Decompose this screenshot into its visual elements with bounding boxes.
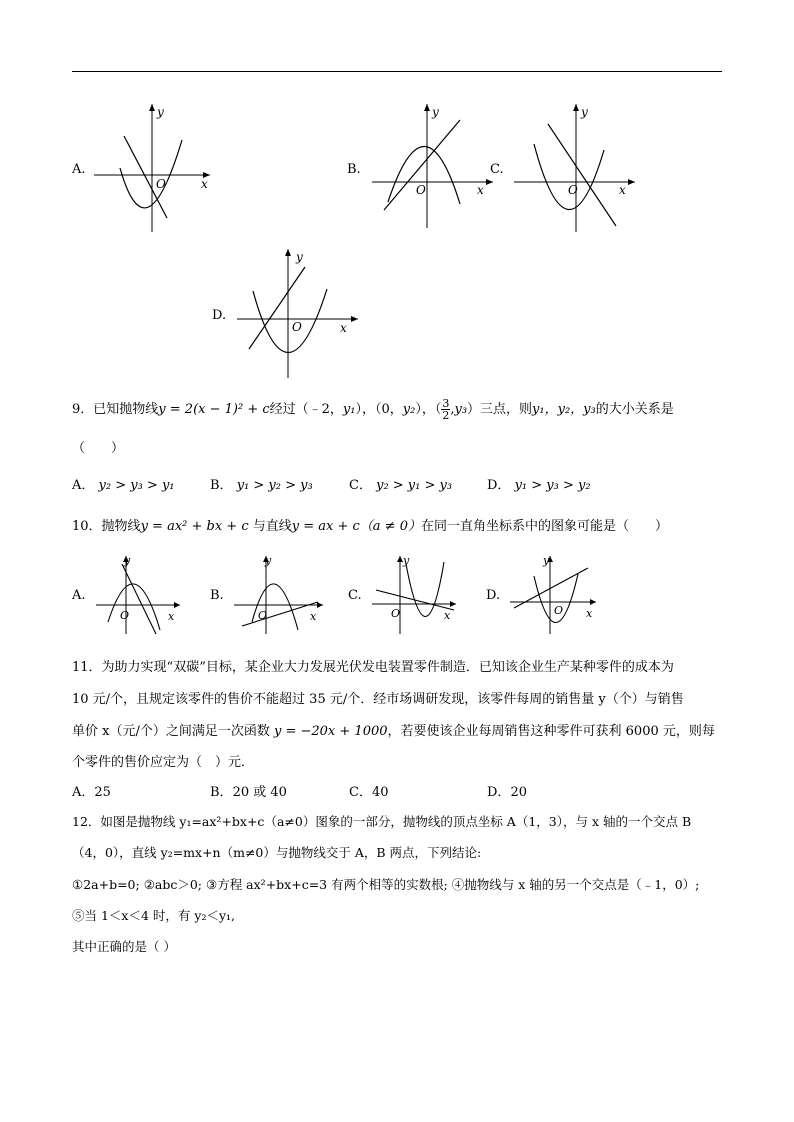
- option-text: y₁ > y₃ > y₂: [514, 478, 591, 493]
- q9-text: ）三点，则: [467, 402, 533, 417]
- option-text: 40: [371, 785, 389, 800]
- q8-option-d-label[interactable]: D.: [212, 308, 227, 323]
- y-axis-label: y: [581, 105, 588, 119]
- origin-label: O: [554, 604, 564, 617]
- q11-line-2: 10 元/个，且规定该零件的售价不能超过 35 元/个．经市场调研发现，该零件每周的销售量 y（个）与销售: [72, 692, 684, 707]
- q8-graph-b: [370, 100, 495, 230]
- q10-text: 抛物线: [101, 519, 141, 534]
- q10-option-b-label[interactable]: B.: [210, 588, 224, 603]
- fraction-numerator: 3: [442, 397, 450, 410]
- q11-option-d[interactable]: [487, 781, 527, 800]
- q10-text: 与直线: [252, 519, 292, 534]
- option-text: y₂ > y₁ > y₃: [376, 478, 453, 493]
- option-label: A．: [72, 478, 95, 493]
- q12-line-5: 其中正确的是（ ）: [72, 939, 176, 954]
- option-label: C．: [349, 785, 372, 800]
- option-text: 20: [510, 785, 527, 800]
- q9-option-b[interactable]: [210, 474, 313, 493]
- q10-formula: y = ax + c（a ≠ 0）: [291, 519, 421, 534]
- x-axis-label: x: [340, 321, 347, 335]
- option-label: B．: [210, 478, 233, 493]
- q9-vars: y₁，y₂，y₃: [532, 402, 596, 417]
- q9-text: 的大小关系是: [595, 402, 674, 417]
- origin-label: O: [258, 609, 268, 622]
- option-label: D．: [487, 478, 511, 493]
- x-axis-label: x: [310, 610, 317, 623]
- q10-graph-b: [232, 552, 327, 637]
- fraction-denominator: 2: [442, 409, 450, 422]
- origin-label: O: [391, 607, 401, 620]
- q11-option-a[interactable]: [72, 781, 111, 800]
- q10-number: 10．: [72, 519, 102, 534]
- origin-label: O: [156, 177, 166, 191]
- q9-option-d[interactable]: [487, 474, 591, 493]
- origin-label: O: [416, 183, 426, 197]
- q11-formula: y = −20x + 1000: [274, 724, 388, 739]
- x-axis-label: x: [168, 610, 175, 623]
- x-axis-label: x: [201, 177, 208, 191]
- q12-line-4: ⑤当 1＜x＜4 时，有 y₂＜y₁,: [72, 908, 235, 923]
- y-axis-label: y: [157, 105, 164, 119]
- q9-text: ,: [450, 402, 455, 417]
- q8-graph-c: [512, 100, 637, 235]
- option-label: A．: [72, 785, 95, 800]
- origin-label: O: [292, 320, 302, 334]
- origin-label: O: [568, 183, 578, 197]
- option-text: y₂ > y₃ > y₁: [98, 478, 175, 493]
- q11-option-b[interactable]: [210, 781, 287, 800]
- q9-text: ），（: [415, 402, 442, 417]
- y-axis-label: y: [403, 554, 410, 567]
- q11-text: ，若要使该企业每周销售这种零件可获利 6000 元，则每: [387, 724, 715, 739]
- q9-var: y₂: [402, 402, 416, 417]
- x-axis-label: x: [444, 609, 451, 622]
- q10-graph-a: [94, 552, 184, 637]
- q10-option-a-label[interactable]: A.: [72, 588, 86, 603]
- q9-formula: y = 2(x − 1)² + c: [158, 402, 270, 417]
- q11-line-3: [72, 720, 715, 739]
- q9-option-c[interactable]: [349, 474, 452, 493]
- q9-option-a[interactable]: [72, 474, 175, 493]
- q10-text: 在同一直角坐标系中的图象可能是（ ）: [420, 519, 668, 534]
- x-axis-label: x: [477, 183, 484, 197]
- q9-var: y₁: [342, 402, 356, 417]
- y-axis-label: y: [543, 554, 550, 567]
- q10-graph-d: [508, 552, 600, 637]
- q10-option-c-label[interactable]: C.: [348, 588, 362, 603]
- q12-line-3: ①2a+b=0; ②abc＞0; ③方程 ax²+bx+c=3 有两个相等的实数根; ④抛物线与 x 轴的另一个交点是（﹣1，0）;: [72, 877, 700, 892]
- q9-text: 经过（﹣2，: [269, 402, 343, 417]
- q12-line-1: 12．如图是抛物线 y₁=ax²+bx+c（a≠0）图象的一部分，抛物线的顶点坐标 A（1，3），与 x 轴的一个交点 B: [72, 814, 692, 829]
- origin-label: O: [120, 609, 130, 622]
- x-axis-label: x: [619, 183, 626, 197]
- q9-fraction: [441, 398, 450, 421]
- option-text: y₁ > y₂ > y₃: [236, 478, 313, 493]
- q12-line-2: （4，0），直线 y₂=mx+n（m≠0）与抛物线交于 A，B 两点，下列结论:: [72, 845, 482, 860]
- option-label: B．: [210, 785, 233, 800]
- q11-line-4: 个零件的售价应定为（ ）元．: [72, 755, 255, 770]
- q8-option-c-label[interactable]: C.: [490, 162, 504, 177]
- q9-stem: [72, 398, 674, 421]
- q9-var: y₃: [454, 402, 468, 417]
- q8-option-a-label[interactable]: A.: [72, 162, 86, 177]
- q9-number: 9．: [72, 402, 94, 417]
- q9-text: 已知抛物线: [93, 402, 159, 417]
- q11-text: 单价 x（元/个）之间满足一次函数: [72, 724, 270, 739]
- q8-graph-d: [235, 245, 360, 380]
- option-label: C．: [349, 478, 372, 493]
- header-rule: [72, 71, 722, 72]
- q9-text: ），（0，: [355, 402, 403, 417]
- y-axis-label: y: [296, 250, 303, 264]
- y-axis-label: y: [265, 554, 272, 567]
- q10-formula: y = ax² + bx + c: [140, 519, 249, 534]
- q8-graph-a: [92, 100, 212, 235]
- option-text: 20 或 40: [232, 785, 287, 800]
- q11-option-c[interactable]: [349, 781, 389, 800]
- q8-option-b-label[interactable]: B.: [347, 162, 361, 177]
- q10-stem: [72, 515, 668, 534]
- y-axis-label: y: [124, 554, 131, 567]
- q9-answer-paren: （ ）: [72, 441, 125, 456]
- y-axis-label: y: [432, 105, 439, 119]
- q10-graph-c: [370, 552, 460, 637]
- option-label: D．: [487, 785, 511, 800]
- q11-line-1: 11．为助力实现“双碳”目标，某企业大力发展光伏发电装置零件制造．已知该企业生产某种零件的成本为: [72, 660, 674, 675]
- option-text: 25: [94, 785, 111, 800]
- x-axis-label: x: [586, 607, 593, 620]
- q10-option-d-label[interactable]: D.: [486, 588, 501, 603]
